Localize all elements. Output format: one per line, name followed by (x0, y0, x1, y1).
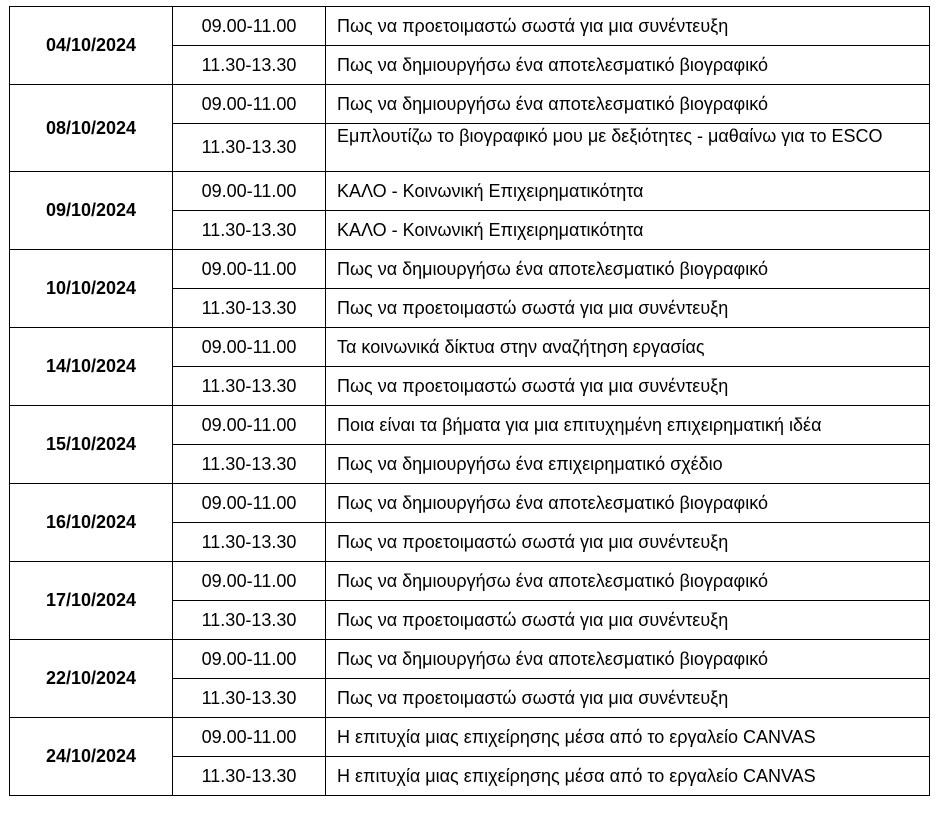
topic-cell: Πως να προετοιμαστώ σωστά για μια συνέντευξη (326, 7, 930, 46)
topic-cell: Εμπλουτίζω το βιογραφικό μου με δεξιότητες - μαθαίνω για το ESCO (326, 124, 930, 172)
topic-cell: Πως να δημιουργήσω ένα αποτελεσματικό βιογραφικό (326, 562, 930, 601)
date-cell: 09/10/2024 (10, 172, 173, 250)
time-cell: 09.00-11.00 (173, 640, 326, 679)
time-cell: 09.00-11.00 (173, 85, 326, 124)
date-cell: 24/10/2024 (10, 718, 173, 796)
topic-cell: Πως να προετοιμαστώ σωστά για μια συνέντευξη (326, 367, 930, 406)
topic-cell: Πως να δημιουργήσω ένα αποτελεσματικό βιογραφικό (326, 484, 930, 523)
table-row (10, 718, 930, 757)
topic-cell: Πως να δημιουργήσω ένα επιχειρηματικό σχέδιο (326, 445, 930, 484)
date-cell: 15/10/2024 (10, 406, 173, 484)
table-row (10, 484, 930, 523)
date-cell: 22/10/2024 (10, 640, 173, 718)
time-cell: 11.30-13.30 (173, 124, 326, 172)
schedule-table (9, 6, 930, 796)
topic-cell: Η επιτυχία μιας επιχείρησης μέσα από το εργαλείο CANVAS (326, 718, 930, 757)
time-cell: 11.30-13.30 (173, 757, 326, 796)
date-cell: 04/10/2024 (10, 7, 173, 85)
topic-cell: Πως να δημιουργήσω ένα αποτελεσματικό βιογραφικό (326, 640, 930, 679)
table-row (10, 562, 930, 601)
table-row (10, 328, 930, 367)
table-row (10, 7, 930, 46)
topic-cell: Πως να προετοιμαστώ σωστά για μια συνέντευξη (326, 523, 930, 562)
topic-cell: Τα κοινωνικά δίκτυα στην αναζήτηση εργασίας (326, 328, 930, 367)
time-cell: 09.00-11.00 (173, 406, 326, 445)
date-cell: 10/10/2024 (10, 250, 173, 328)
table-row (10, 250, 930, 289)
table-row (10, 172, 930, 211)
time-cell: 11.30-13.30 (173, 289, 326, 328)
table-row (10, 640, 930, 679)
date-cell: 17/10/2024 (10, 562, 173, 640)
schedule-body (10, 7, 930, 796)
table-row (10, 406, 930, 445)
topic-cell: Πως να προετοιμαστώ σωστά για μια συνέντευξη (326, 289, 930, 328)
time-cell: 11.30-13.30 (173, 445, 326, 484)
time-cell: 11.30-13.30 (173, 46, 326, 85)
topic-cell: Η επιτυχία μιας επιχείρησης μέσα από το εργαλείο CANVAS (326, 757, 930, 796)
table-row (10, 85, 930, 124)
time-cell: 11.30-13.30 (173, 211, 326, 250)
time-cell: 09.00-11.00 (173, 328, 326, 367)
time-cell: 09.00-11.00 (173, 250, 326, 289)
topic-cell: Πως να δημιουργήσω ένα αποτελεσματικό βιογραφικό (326, 46, 930, 85)
date-cell: 16/10/2024 (10, 484, 173, 562)
time-cell: 09.00-11.00 (173, 484, 326, 523)
time-cell: 11.30-13.30 (173, 367, 326, 406)
time-cell: 09.00-11.00 (173, 7, 326, 46)
topic-cell: ΚΑΛΟ - Κοινωνική Επιχειρηματικότητα (326, 211, 930, 250)
date-cell: 14/10/2024 (10, 328, 173, 406)
date-cell: 08/10/2024 (10, 85, 173, 172)
topic-cell: Ποια είναι τα βήματα για μια επιτυχημένη επιχειρηματική ιδέα (326, 406, 930, 445)
time-cell: 11.30-13.30 (173, 601, 326, 640)
topic-cell: Πως να προετοιμαστώ σωστά για μια συνέντευξη (326, 601, 930, 640)
time-cell: 11.30-13.30 (173, 679, 326, 718)
time-cell: 11.30-13.30 (173, 523, 326, 562)
topic-cell: Πως να προετοιμαστώ σωστά για μια συνέντευξη (326, 679, 930, 718)
topic-cell: Πως να δημιουργήσω ένα αποτελεσματικό βιογραφικό (326, 250, 930, 289)
time-cell: 09.00-11.00 (173, 172, 326, 211)
time-cell: 09.00-11.00 (173, 562, 326, 601)
topic-cell: ΚΑΛΟ - Κοινωνική Επιχειρηματικότητα (326, 172, 930, 211)
time-cell: 09.00-11.00 (173, 718, 326, 757)
topic-cell: Πως να δημιουργήσω ένα αποτελεσματικό βιογραφικό (326, 85, 930, 124)
